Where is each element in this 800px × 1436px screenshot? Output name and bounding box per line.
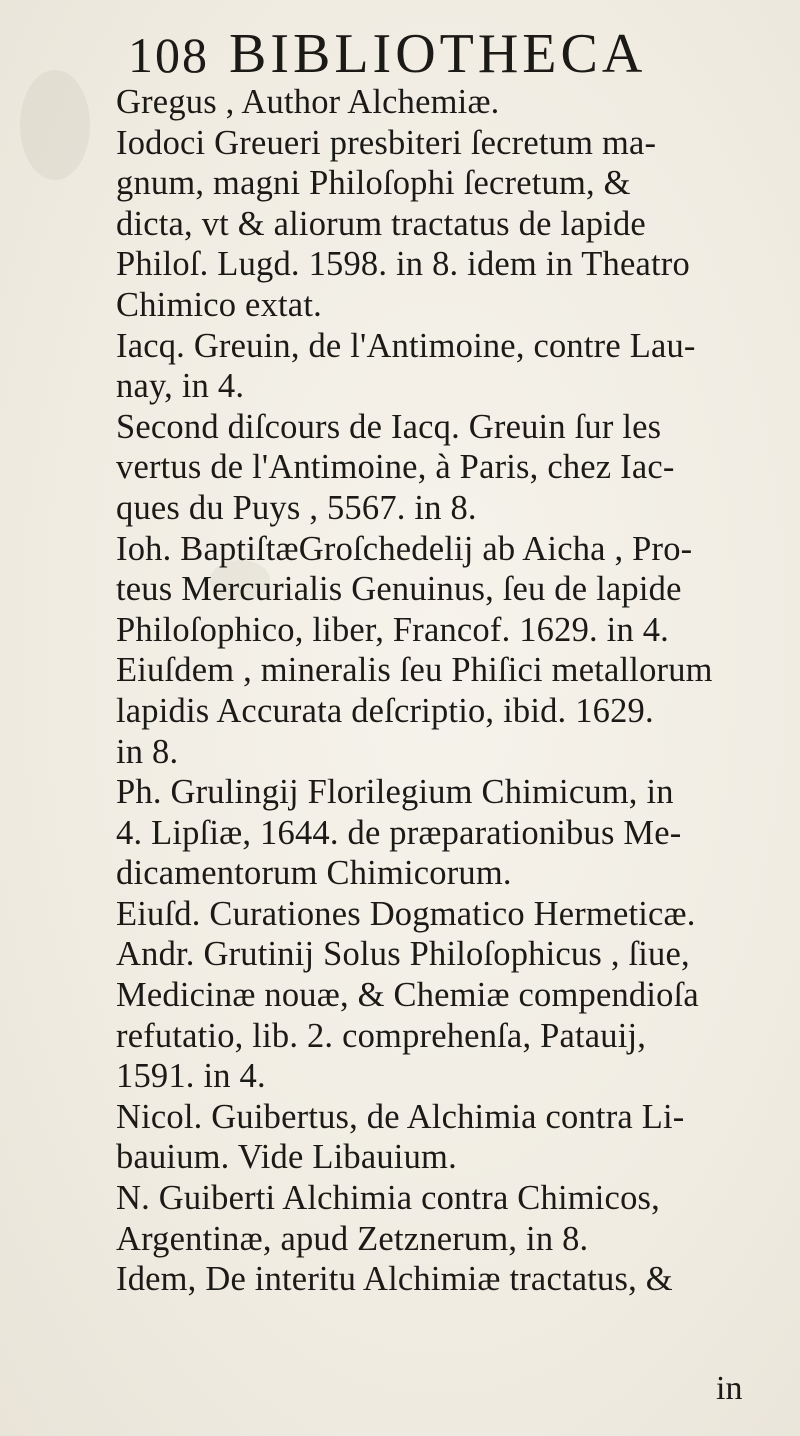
page-number: 108 xyxy=(128,27,209,83)
entry-line: Chimico extat. xyxy=(116,285,322,324)
entry-line: vertus de l'Antimoine, à Paris, chez Iac- xyxy=(116,448,675,487)
entry-line: bauium. Vide Libauium. xyxy=(116,1138,457,1177)
entry-line: Ph. Grulingij Florilegium Chimicum, in xyxy=(116,773,674,812)
entry-line: Ioh. BaptiſtæGroſchedelij ab Aicha , Pro- xyxy=(116,529,693,568)
entry-line: lapidis Accurata deſcriptio, ibid. 1629. xyxy=(116,691,654,730)
entry-line: Medicinæ nouæ, & Chemiæ compendioſa xyxy=(116,976,699,1015)
bibliography-entry xyxy=(116,82,776,123)
bibliography-entry xyxy=(116,326,776,407)
entry-line: Second diſcours de Iacq. Greuin ſur les xyxy=(116,407,662,446)
catchword: in xyxy=(716,1370,743,1407)
paper-stain xyxy=(20,70,90,180)
entry-line: 1591. in 4. xyxy=(116,1057,266,1096)
entry-line: nay, in 4. xyxy=(116,367,245,406)
entry-line: Philoſ. Lugd. 1598. in 8. idem in Theatro xyxy=(116,245,690,284)
bibliography-entry xyxy=(116,772,776,894)
entry-line: Argentinæ, apud Zetznerum, in 8. xyxy=(116,1219,589,1258)
entry-line: Iacq. Greuin, de l'Antimoine, contre Lau- xyxy=(116,326,696,365)
bibliography-entry xyxy=(116,529,776,651)
entry-line: Andr. Grutinij Solus Philoſophicus , ſiue, xyxy=(116,935,690,974)
bibliography-entry xyxy=(116,1178,776,1259)
bibliography-entry xyxy=(116,123,776,326)
entry-line: 4. Lipſiæ, 1644. de præparationibus Me- xyxy=(116,813,682,852)
entry-line: ques du Puys , 5567. in 8. xyxy=(116,488,477,527)
entry-line: N. Guiberti Alchimia contra Chimicos, xyxy=(116,1179,660,1218)
running-title: BIBLIOTHECA xyxy=(229,23,647,85)
entry-line: Eiuſd. Curationes Dogmatico Hermeticæ. xyxy=(116,894,696,933)
entry-line: in 8. xyxy=(116,732,179,771)
entry-line: gnum, magni Philoſophi ſecretum, & xyxy=(116,164,631,203)
entry-line: dicamentorum Chimicorum. xyxy=(116,854,512,893)
entry-line: Eiuſdem , mineralis ſeu Phiſici metallorum xyxy=(116,651,713,690)
entry-line: Nicol. Guibertus, de Alchimia contra Li- xyxy=(116,1097,685,1136)
bibliography-entry xyxy=(116,407,776,529)
entry-line: dicta, vt & aliorum tractatus de lapide xyxy=(116,204,646,243)
page-header xyxy=(128,22,646,87)
bibliography-entry xyxy=(116,1259,776,1300)
entry-line: teus Mercurialis Genuinus, ſeu de lapide xyxy=(116,570,682,609)
entry-line: Philoſophico, liber, Francof. 1629. in 4. xyxy=(116,610,670,649)
bibliography-text xyxy=(116,82,776,1300)
bibliography-entry xyxy=(116,1097,776,1178)
entry-line: refutatio, lib. 2. comprehenſa, Patauij, xyxy=(116,1016,647,1055)
bibliography-entry xyxy=(116,650,776,772)
bibliography-entry xyxy=(116,934,776,1096)
entry-line: Idem, De interitu Alchimiæ tractatus, & xyxy=(116,1260,673,1299)
bibliography-entry xyxy=(116,894,776,935)
entry-line: Gregus , Author Alchemiæ. xyxy=(116,83,500,121)
entry-line: Iodoci Greueri presbiteri ſecretum ma- xyxy=(116,123,657,162)
